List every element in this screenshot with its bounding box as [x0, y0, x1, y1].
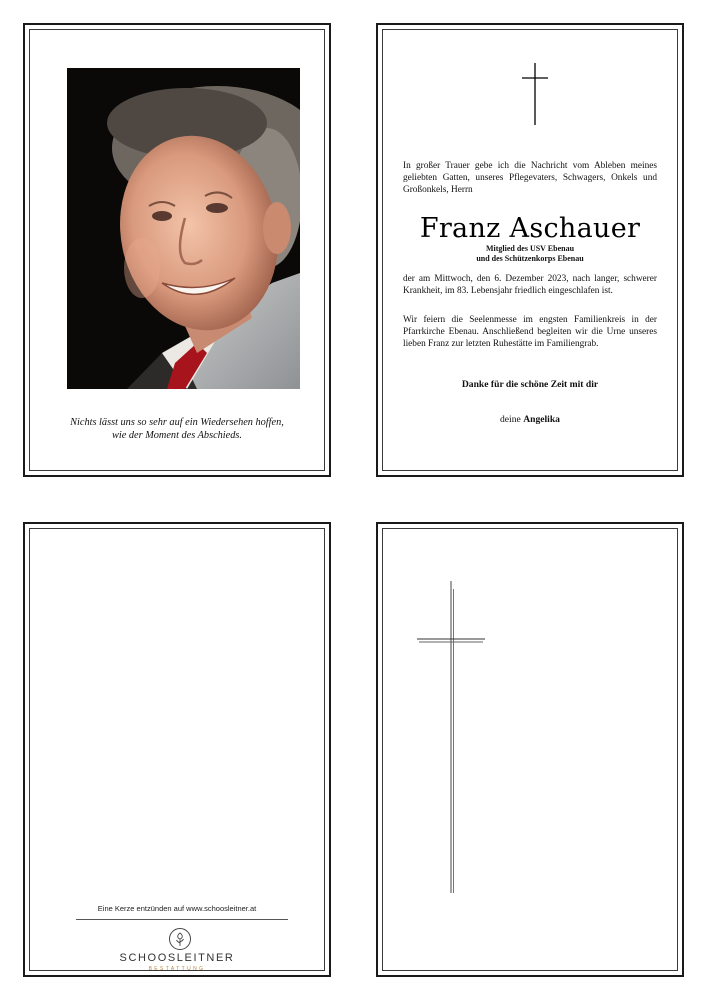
memorial-quote — [40, 416, 314, 442]
obituary-card — [376, 23, 684, 477]
signature-name: Angelika — [523, 414, 560, 425]
portrait-illustration — [67, 68, 300, 389]
quote-line-1: Nichts lässt uns so sehr auf ein Wiedersehen hoffen, — [70, 417, 284, 428]
portrait-photo — [67, 68, 300, 389]
large-cross-icon — [417, 581, 497, 901]
photo-card — [23, 23, 331, 477]
photo-card-frame — [29, 29, 325, 471]
back-card-frame — [29, 528, 325, 971]
cross-card — [376, 522, 684, 977]
brand-name: SCHOOSLEITNER — [119, 952, 235, 964]
membership-line-1: Mitglied des USV Ebenau — [485, 244, 575, 253]
intro-text: In großer Trauer gebe ich die Nachricht vom Ableben meines geliebten Gatten, unseres Pflegevaters, Schwagers, Onkels und Großonkels, Herrn — [403, 161, 657, 196]
quote-line-2: wie der Moment des Abschieds. — [112, 430, 242, 441]
brand-subtitle: BESTATTUNG — [148, 966, 206, 972]
signature-prefix: deine — [500, 414, 521, 425]
funeral-home-logo-icon — [168, 927, 192, 951]
cross-card-frame — [382, 528, 678, 971]
back-card — [23, 522, 331, 977]
cross-icon — [522, 63, 548, 125]
mass-text: Wir feiern die Seelenmesse im engsten Familienkreis in der Pfarrkirche Ebenau. Anschließend begleiten wir die Urne unseres lieben Franz zur letzten Ruhestätte im Familiengrab. — [403, 315, 657, 350]
divider — [76, 919, 288, 920]
obituary-card-frame — [382, 29, 678, 471]
candle-link-text: Eine Kerze entzünden auf www.schoosleitner.at — [97, 904, 257, 913]
thanks-line: Danke für die schöne Zeit mit dir — [461, 379, 599, 390]
membership-line-2: und des Schützenkorps Ebenau — [476, 254, 584, 263]
deceased-name: Franz Aschauer — [419, 213, 641, 244]
death-text: der am Mittwoch, den 6. Dezember 2023, nach langer, schwerer Krankheit, im 83. Lebensjahr friedlich eingeschlafen ist. — [403, 274, 657, 297]
signature — [383, 414, 677, 425]
